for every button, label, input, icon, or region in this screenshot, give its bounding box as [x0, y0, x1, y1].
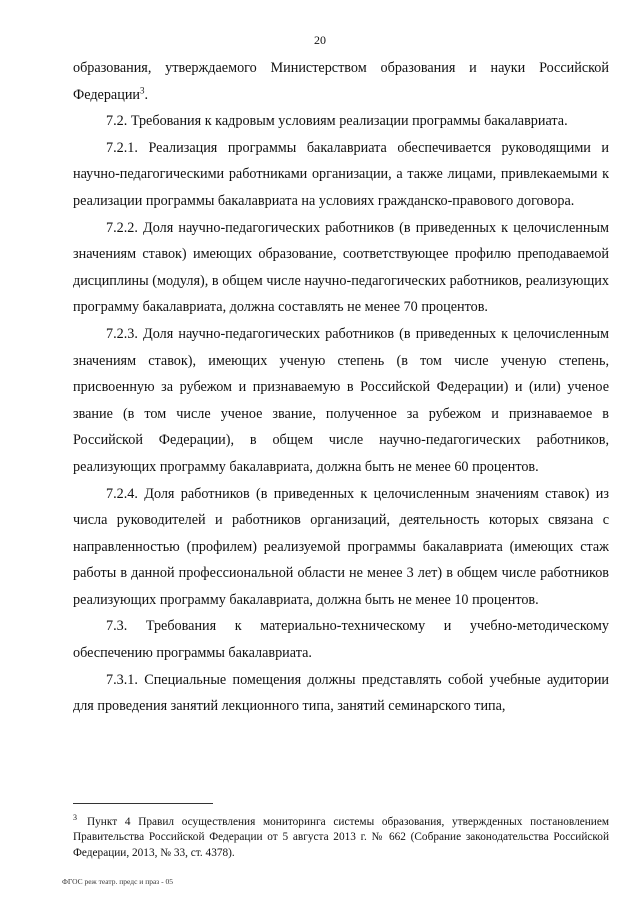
paragraph-7-2-1: 7.2.1. Реализация программы бакалавриата обеспечивается руководящими и научно-педагогическими работниками организации, а также лицами, привлекаемыми к реализации программы бакалавриата на условиях гражданско-правового договора.	[73, 139, 609, 209]
page-number: 20	[314, 33, 326, 47]
footnote	[73, 810, 609, 861]
document-code: ФГОС реж театр. предс и праз - 05	[62, 877, 174, 886]
main-text	[73, 55, 609, 720]
paragraph-7-3-1: 7.3.1. Специальные помещения должны представлять собой учебные аудитории для проведения занятий лекционного типа, занятий семинарского типа,	[73, 671, 609, 715]
footnote-divider	[73, 803, 213, 804]
paragraph-7-2-4: 7.2.4. Доля работников (в приведенных к целочисленным значениям ставок) из числа руководителей и работников организаций, деятельность которых связана с направленностью (профилем) реализуемой программы бакалавриата (имеющих стаж работы в данной профессиональной области не менее 3 лет) в общем числе работников реализующих программу бакалавриата, должна быть не менее 10 процентов.	[73, 485, 609, 608]
footnote-ref: 3	[140, 84, 145, 95]
paragraph-7-2-3: 7.2.3. Доля научно-педагогических работников (в приведенных к целочисленным значениям ставок), имеющих ученую степень (в том числе ученую степень, присвоенную за рубежом и признаваемую в Российской Федерации) и (или) ученое звание (в том числе ученое звание, полученное за рубежом и признаваемое в Российской Федерации), в общем числе научно-педагогических работников, реализующих программу бакалавриата, должна быть не менее 60 процентов.	[73, 325, 609, 475]
paragraph-continuation: образования, утверждаемого Министерством образования и науки Российской Федерации$^3$.	[73, 60, 609, 103]
paragraph-7-2: 7.2. Требования к кадровым условиям реализации программы бакалавриата.	[106, 113, 568, 130]
footnote-number: 3	[73, 813, 77, 822]
paragraph-7-3: 7.3. Требования к материально-техническому и учебно-методическому обеспечению программы бакалавриата.	[73, 618, 609, 662]
footnote-text: Пункт 4 Правил осуществления мониторинга системы образования, утвержденных постановлением Правительства Российской Федерации от 5 августа 2013 г. № 662 (Собрание законодательства Российской Федерации, 2013, № 33, ст. 4378).	[73, 815, 609, 859]
paragraph-7-2-2: 7.2.2. Доля научно-педагогических работников (в приведенных к целочисленным значениям ставок) имеющих образование, соответствующее профилю преподаваемой дисциплины (модуля), в общем числе научно-педагогических работников, реализующих программу бакалавриата, должна составлять не менее 70 процентов.	[73, 219, 609, 316]
